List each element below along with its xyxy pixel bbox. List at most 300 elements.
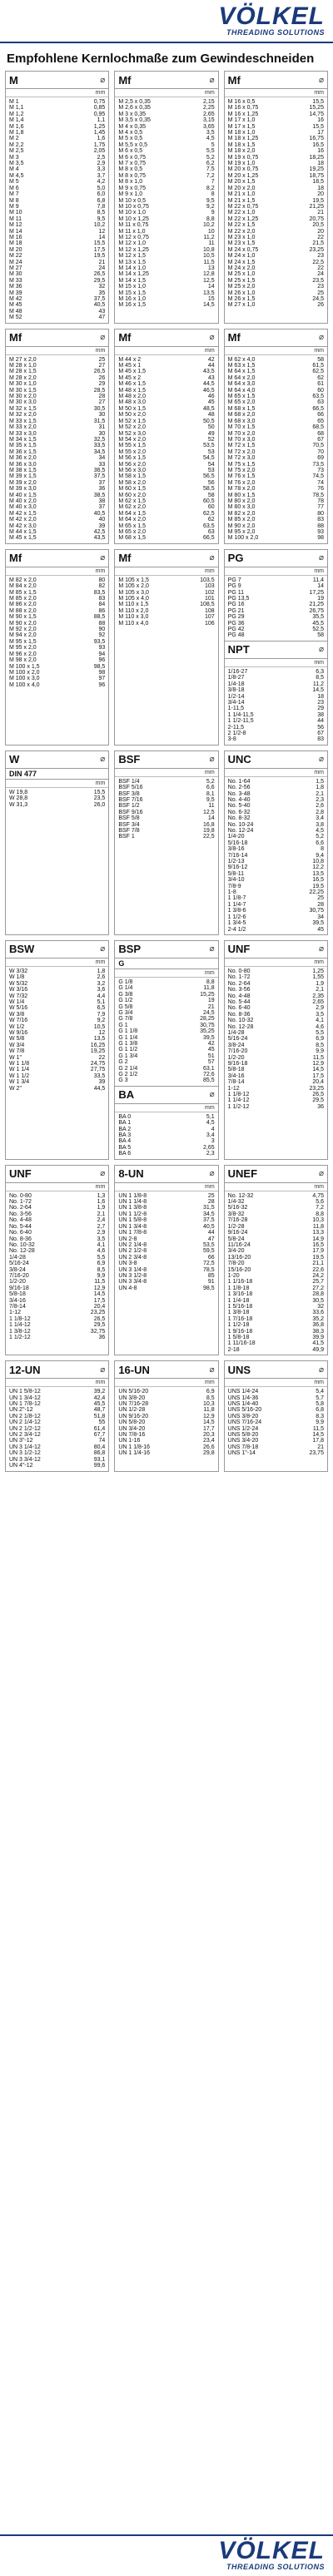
core-hole-diameter: 66,5 xyxy=(203,535,215,542)
table-row xyxy=(228,1347,324,1353)
core-hole-diameter: 44,5 xyxy=(93,1085,106,1092)
core-hole-diameter: 16,5 xyxy=(312,877,324,884)
thread-size: 7/16-20 xyxy=(9,1272,29,1279)
table-row xyxy=(9,191,105,197)
thread-size: No. 10-32 xyxy=(227,1018,254,1024)
thread-size: 9/16-24 xyxy=(227,1230,248,1236)
thread-size: M 40 x 1,5 xyxy=(9,492,37,498)
core-hole-diameter: 6,6 xyxy=(316,840,324,846)
table-row xyxy=(118,985,214,991)
core-hole-diameter: 68,5 xyxy=(312,424,324,431)
core-hole-diameter: 5,6 xyxy=(316,1199,324,1206)
core-hole-diameter: 29,5 xyxy=(93,1322,106,1329)
thread-type-symbol: Mf xyxy=(118,331,132,344)
table-row xyxy=(228,443,324,448)
core-hole-diameter: 43 xyxy=(207,374,215,381)
table-row xyxy=(118,979,214,985)
core-hole-diameter: 56,5 xyxy=(203,473,215,480)
core-hole-diameter: 39 xyxy=(98,1079,106,1086)
thread-size: 15/16-20 xyxy=(227,1266,251,1273)
thread-size: M 12 x 1,0 xyxy=(118,240,147,247)
table-row xyxy=(228,253,324,259)
thread-table xyxy=(224,549,328,746)
thread-size: PG 29 xyxy=(227,614,245,621)
thread-size: M 52 xyxy=(9,315,22,321)
thread-size: 5/8-18 xyxy=(9,1291,26,1298)
table-row xyxy=(228,437,324,443)
core-hole-diameter: 26 xyxy=(98,374,106,381)
core-hole-diameter: 66,5 xyxy=(312,405,324,412)
thread-size: 3/8-16 xyxy=(227,846,245,853)
thread-size: BSF 7/8 xyxy=(118,828,140,834)
core-hole-diameter: 96 xyxy=(98,657,106,664)
thread-size: G 1/8 xyxy=(118,978,133,985)
core-hole-diameter: 8 xyxy=(211,191,215,198)
thread-size: 1 1/2-6 xyxy=(227,914,246,920)
core-hole-diameter: 34,5 xyxy=(93,448,106,455)
table-rows xyxy=(225,967,327,1112)
core-hole-diameter: 10,3 xyxy=(312,1217,324,1224)
table-row xyxy=(9,1193,105,1199)
thread-size: M 68 x 3,0 xyxy=(227,418,256,424)
core-hole-diameter: 1,1 xyxy=(97,117,106,124)
core-hole-diameter: 10,8 xyxy=(203,246,215,253)
table-header xyxy=(115,1166,217,1183)
core-hole-diameter: 20 xyxy=(317,228,324,235)
table-row xyxy=(228,1005,324,1011)
thread-size: M 1,1 xyxy=(9,105,24,111)
core-hole-diameter: 28 xyxy=(98,394,106,400)
thread-size: M 21 x 1,5 xyxy=(227,197,256,204)
core-hole-diameter: 98,5 xyxy=(93,663,106,670)
core-hole-diameter: 2,7 xyxy=(97,1223,106,1230)
core-hole-diameter: 23,25 xyxy=(309,246,324,253)
table-section xyxy=(5,940,328,1160)
table-row xyxy=(118,431,214,437)
core-hole-diameter: 2,35 xyxy=(312,993,324,999)
table-row xyxy=(228,694,324,700)
thread-type-symbol: Mf xyxy=(118,73,132,87)
thread-size: UN 1 1/2-8 xyxy=(118,1211,147,1217)
core-hole-diameter: 6,2 xyxy=(206,161,215,167)
table-row xyxy=(118,1230,214,1236)
core-hole-diameter: 43,5 xyxy=(93,535,106,542)
thread-size: UNS 1/4-36 xyxy=(227,1395,259,1401)
thread-table xyxy=(224,1360,328,1471)
table-header xyxy=(6,550,108,567)
table-row xyxy=(228,1407,324,1413)
table-row xyxy=(228,1419,324,1425)
table-row xyxy=(9,271,105,277)
core-hole-diameter: 0,75 xyxy=(93,99,106,105)
table-row xyxy=(118,247,214,253)
core-hole-diameter: 90 xyxy=(98,627,106,633)
thread-size: M 18 x 1,25 xyxy=(227,136,259,142)
thread-size: M 82 x 2,0 xyxy=(9,577,37,583)
table-row xyxy=(9,802,105,808)
thread-size: M 8 x 0,5 xyxy=(118,166,143,173)
core-hole-diameter: 1,25 xyxy=(312,968,324,974)
table-row xyxy=(228,179,324,185)
core-hole-diameter: 29,5 xyxy=(312,1097,324,1104)
table-row xyxy=(118,369,214,374)
thread-table xyxy=(5,940,109,1160)
thread-size: M 22 x 0,75 xyxy=(227,203,259,210)
core-hole-diameter: 3,5 xyxy=(206,130,215,136)
thread-size: M 10 x 0,75 xyxy=(118,203,149,210)
core-hole-diameter: 5,4 xyxy=(316,1389,324,1395)
table-row xyxy=(228,173,324,179)
core-hole-diameter: 88 xyxy=(98,620,106,627)
thread-size: 5/16-24 xyxy=(227,1036,248,1043)
table-row xyxy=(118,779,214,785)
core-hole-diameter: 8,8 xyxy=(206,978,215,985)
core-hole-diameter: 30 xyxy=(98,412,106,419)
table-row xyxy=(9,1086,105,1092)
table-row xyxy=(118,1004,214,1010)
table-row xyxy=(228,247,324,253)
thread-size: M 80 x 3,0 xyxy=(227,504,256,511)
core-hole-diameter: 59,5 xyxy=(203,1248,215,1255)
table-row xyxy=(9,1073,105,1079)
thread-size: 9/16-12 xyxy=(227,864,248,871)
table-row xyxy=(228,142,324,148)
thread-size: M 40 x 3,0 xyxy=(9,504,37,511)
table-row xyxy=(228,216,324,222)
unit-label: mm xyxy=(6,1183,108,1191)
table-row xyxy=(228,877,324,883)
thread-size: M 16 x 0,5 xyxy=(227,99,256,105)
core-hole-diameter: 12,2 xyxy=(312,864,324,871)
thread-size: No. 8-36 xyxy=(227,1011,251,1018)
core-hole-diameter: 3,4 xyxy=(206,1132,215,1139)
core-hole-diameter: 19 xyxy=(207,998,215,1004)
table-row xyxy=(118,1273,214,1279)
table-row xyxy=(9,1261,105,1266)
table-row xyxy=(228,810,324,815)
thread-size: UN 3 1/4-12 xyxy=(9,1444,41,1450)
table-row xyxy=(118,302,214,308)
table-row xyxy=(228,1230,324,1236)
table-row xyxy=(9,1230,105,1236)
table-row xyxy=(228,124,324,130)
thread-size: PG 7 xyxy=(227,577,241,583)
table-row xyxy=(118,290,214,296)
thread-size: W 1 1/4 xyxy=(9,1067,30,1073)
thread-size: 1-8 xyxy=(227,889,236,896)
core-hole-diameter: 78,5 xyxy=(203,1266,215,1273)
thread-type-symbol: M xyxy=(9,73,18,87)
table-row xyxy=(228,864,324,870)
table-row xyxy=(228,1267,324,1273)
core-hole-diameter: 2,05 xyxy=(93,148,106,155)
thread-size: 1/4-28 xyxy=(227,1029,245,1036)
core-hole-diameter: 63 xyxy=(207,529,215,535)
table-row xyxy=(228,621,324,627)
thread-type-symbol: Mf xyxy=(227,73,241,87)
thread-size: 1/2-28 xyxy=(227,1223,245,1230)
drill-diameter-icon: ⌀ xyxy=(100,944,106,954)
table-row xyxy=(118,136,214,141)
brand-tagline: THREADING SOLUTIONS xyxy=(226,28,325,37)
core-hole-diameter: 22,6 xyxy=(312,1266,324,1273)
thread-size: M 68 x 2,0 xyxy=(227,412,256,419)
thread-type-symbol: W xyxy=(9,753,20,766)
thread-size: M 6 x 0,5 xyxy=(118,148,143,155)
drill-diameter-icon: ⌀ xyxy=(209,1365,215,1375)
table-row xyxy=(9,462,105,468)
table-row xyxy=(9,210,105,215)
core-hole-diameter: 1,9 xyxy=(97,1205,106,1211)
thread-size: M 100 x 2,0 xyxy=(9,669,40,676)
thread-size: No. 3-56 xyxy=(9,1211,32,1217)
core-hole-diameter: 4,6 xyxy=(316,1023,324,1030)
thread-size: W 9/16 xyxy=(9,1029,28,1036)
table-row xyxy=(9,1036,105,1042)
core-hole-diameter: 2,6 xyxy=(97,974,106,981)
thread-size: No. 6-40 xyxy=(9,1230,32,1236)
thread-size: 2-11,5 xyxy=(227,724,244,731)
table-row xyxy=(228,902,324,908)
thread-size: M 6 xyxy=(9,185,19,191)
table-row xyxy=(228,1298,324,1304)
table-section xyxy=(5,549,328,746)
drill-diameter-icon: ⌀ xyxy=(100,553,106,563)
thread-size: 1 3/8-12 xyxy=(9,1328,31,1335)
core-hole-diameter: 14,5 xyxy=(203,302,215,309)
table-row xyxy=(9,1224,105,1230)
core-hole-diameter: 51,8 xyxy=(93,1413,106,1419)
core-hole-diameter: 44 xyxy=(207,1230,215,1236)
thread-size: W 5/8 xyxy=(9,1036,25,1043)
core-hole-diameter: 93,5 xyxy=(93,638,106,645)
table-row xyxy=(9,449,105,455)
core-hole-diameter: 22 xyxy=(317,234,324,240)
core-hole-diameter: 16,5 xyxy=(312,1241,324,1248)
table-row xyxy=(9,142,105,148)
table-row xyxy=(9,583,105,589)
table-row xyxy=(118,1041,214,1047)
core-hole-diameter: 7 xyxy=(211,179,215,186)
core-hole-diameter: 19,5 xyxy=(312,197,324,204)
thread-size: M 8 xyxy=(9,197,19,204)
table-row xyxy=(228,1036,324,1042)
thread-size: M 72 x 2,0 xyxy=(227,448,256,455)
thread-size: M 70 x 2,0 xyxy=(227,430,256,437)
core-hole-diameter: 24 xyxy=(98,265,106,271)
core-hole-diameter: 66 xyxy=(317,412,324,419)
table-row xyxy=(228,1073,324,1079)
thread-size: M 68 x 1,5 xyxy=(118,535,147,542)
core-hole-diameter: 28,8 xyxy=(312,1291,324,1298)
table-row xyxy=(228,1438,324,1444)
core-hole-diameter: 2,1 xyxy=(97,1211,106,1217)
table-row xyxy=(228,583,324,589)
thread-size: UN 2 1/2-12 xyxy=(9,1425,41,1432)
table-row xyxy=(9,130,105,136)
unit-label: mm xyxy=(225,89,327,97)
thread-size: 1 1/2-12 xyxy=(227,1103,250,1110)
thread-size: BSF 1/2 xyxy=(118,803,140,810)
core-hole-diameter: 9,5 xyxy=(206,796,215,803)
core-hole-diameter: 57 xyxy=(207,1059,215,1066)
thread-size: M 16 xyxy=(9,234,22,240)
table-row xyxy=(9,614,105,620)
thread-size: M 76 x 2,0 xyxy=(227,479,256,486)
core-hole-diameter: 74 xyxy=(317,479,324,486)
core-hole-diameter: 32,75 xyxy=(90,1328,106,1335)
core-hole-diameter: 4 xyxy=(211,1126,215,1132)
thread-size: UNS 7/16-24 xyxy=(227,1419,262,1426)
core-hole-diameter: 72,5 xyxy=(203,1261,215,1267)
thread-size: BSF 3/4 xyxy=(118,821,140,828)
table-row xyxy=(228,1286,324,1291)
thread-size: M 78 x 2,0 xyxy=(227,486,256,493)
thread-size: 7/8-20 xyxy=(227,1261,245,1267)
thread-size: M 26 x 1,5 xyxy=(227,296,256,302)
thread-size: 1/2-14 xyxy=(227,693,245,700)
thread-size: M 15 x 1,0 xyxy=(118,284,147,290)
table-row xyxy=(9,1055,105,1061)
table-row xyxy=(228,406,324,412)
core-hole-diameter: 44,5 xyxy=(203,381,215,388)
unit-label: mm xyxy=(115,347,217,355)
core-hole-diameter: 20,3 xyxy=(203,1432,215,1439)
table-row xyxy=(228,290,324,296)
thread-size: 1 1/4-18 xyxy=(227,1297,250,1304)
thread-size: G 1 1/4 xyxy=(118,1034,138,1041)
thread-size: M 7 x 0,75 xyxy=(118,161,147,167)
thread-size: M 16 x 1,0 xyxy=(118,296,147,302)
table-header xyxy=(225,329,327,347)
table-rows xyxy=(6,576,108,690)
unit-label: mm xyxy=(225,659,327,667)
core-hole-diameter: 10,5 xyxy=(203,253,215,260)
table-rows xyxy=(115,355,217,543)
thread-size: M 40 x 2,0 xyxy=(9,498,37,504)
drill-diameter-icon: ⌀ xyxy=(318,755,324,765)
core-hole-diameter: 9,9 xyxy=(316,1419,324,1426)
table-row xyxy=(118,621,214,627)
core-hole-diameter: 38,3 xyxy=(312,1328,324,1335)
core-hole-diameter: 13,3 xyxy=(312,1230,324,1236)
thread-size: G 3/8 xyxy=(118,991,133,998)
thread-size: 1 5/8-18 xyxy=(227,1335,250,1340)
core-hole-diameter: 19,5 xyxy=(93,253,106,260)
core-hole-diameter: 39,5 xyxy=(203,1034,215,1041)
table-row xyxy=(118,596,214,602)
thread-size: M 17 x 1,0 xyxy=(227,117,256,124)
table-row xyxy=(9,602,105,607)
table-row xyxy=(118,111,214,117)
thread-size: M 36 x 2,0 xyxy=(9,455,37,462)
core-hole-diameter: 54,5 xyxy=(203,455,215,462)
unit-label: mm xyxy=(6,89,108,97)
table-row xyxy=(9,290,105,296)
drill-diameter-icon: ⌀ xyxy=(209,755,215,765)
table-header xyxy=(115,751,217,769)
table-row xyxy=(9,468,105,473)
table-row xyxy=(9,105,105,111)
thread-type-symbol: UNF xyxy=(9,1167,32,1181)
table-row xyxy=(9,627,105,632)
table-row xyxy=(228,1261,324,1266)
thread-size: G 2 1/4 xyxy=(118,1065,138,1072)
table-row xyxy=(9,148,105,154)
core-hole-diameter: 11,5 xyxy=(312,1425,324,1432)
thread-size: M 110 x 4,0 xyxy=(118,620,149,627)
thread-size: M 100 x 4,0 xyxy=(9,681,40,688)
core-hole-diameter: 4,6 xyxy=(97,1248,106,1255)
core-hole-diameter: 42 xyxy=(207,356,215,363)
core-hole-diameter: 33 xyxy=(98,461,106,468)
core-hole-diameter: 8,5 xyxy=(97,1266,106,1273)
core-hole-diameter: 51 xyxy=(207,1053,215,1059)
thread-size: M 33 xyxy=(9,277,22,284)
table-row xyxy=(9,1304,105,1310)
core-hole-diameter: 61,4 xyxy=(93,1425,106,1432)
table-row xyxy=(9,186,105,191)
table-row xyxy=(228,240,324,246)
thread-size: M 85 x 2,0 xyxy=(227,517,256,523)
table-row xyxy=(9,682,105,688)
table-header xyxy=(225,941,327,959)
thread-size: M 44 x 2 xyxy=(118,356,142,363)
thread-size: M 4 x 0,5 xyxy=(118,130,143,136)
thread-size: BSF 3/8 xyxy=(118,790,140,797)
thread-size: UN 2 1/4-8 xyxy=(118,1241,147,1248)
thread-size: No. 1-72 xyxy=(9,1199,32,1206)
core-hole-diameter: 9,2 xyxy=(97,1018,106,1024)
table-row xyxy=(9,1401,105,1407)
table-row xyxy=(228,1205,324,1211)
thread-size: 7/16-28 xyxy=(227,1217,248,1224)
thread-table xyxy=(5,549,109,746)
thread-size: G 1 3/8 xyxy=(118,1040,138,1047)
thread-size: M 92 x 2,0 xyxy=(9,627,37,633)
core-hole-diameter: 25,7 xyxy=(312,1279,324,1286)
thread-size: M 110 x 1,5 xyxy=(118,602,149,608)
core-hole-diameter: 12,5 xyxy=(203,277,215,284)
thread-size: No. 5-44 xyxy=(9,1223,32,1230)
thread-size: M 65 x 1,5 xyxy=(227,394,256,400)
table-row xyxy=(228,480,324,486)
core-hole-diameter: 11,5 xyxy=(94,1279,106,1286)
table-row xyxy=(118,486,214,492)
table-row xyxy=(118,1132,214,1138)
thread-size: UNS 3/8-20 xyxy=(227,1413,259,1419)
thread-table xyxy=(5,71,109,324)
table-row xyxy=(228,424,324,430)
thread-size: M 38 x 1,5 xyxy=(9,467,37,473)
core-hole-diameter: 37,5 xyxy=(93,473,106,480)
thread-size: 3/4-14 xyxy=(227,699,245,706)
table-row xyxy=(118,803,214,809)
table-row xyxy=(118,577,214,583)
table-row xyxy=(9,111,105,117)
table-row xyxy=(228,1414,324,1419)
core-hole-diameter: 39,5 xyxy=(312,920,324,927)
core-hole-diameter: 19,5 xyxy=(312,1254,324,1261)
core-hole-diameter: 3,8 xyxy=(316,821,324,828)
thread-size: M 39 x 1,5 xyxy=(9,473,37,480)
unit-label: mm xyxy=(225,347,327,355)
table-rows xyxy=(6,967,108,1093)
table-row xyxy=(228,1248,324,1254)
thread-size: W 1 3/4 xyxy=(9,1079,30,1086)
core-hole-diameter: 2,65 xyxy=(312,998,324,1005)
thread-size: M 4 x 0,35 xyxy=(118,123,147,130)
